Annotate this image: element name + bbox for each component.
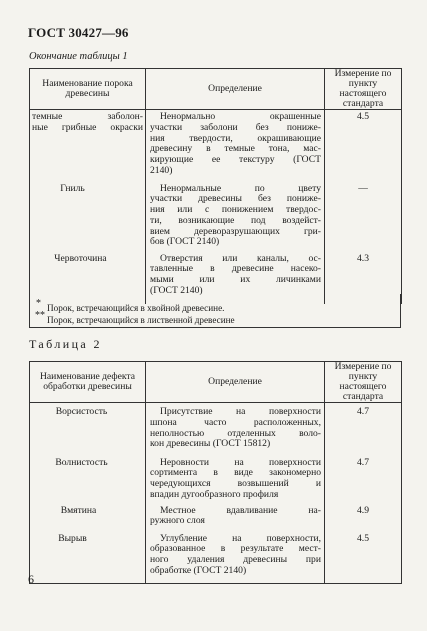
defect-definition: Присутствие на поверхности шпона часто расположенных, неполностью отделенных воло- кон древесины (ГОСТ 15812)	[146, 403, 325, 456]
defect-name: темные заболон- ные грибные окраски	[30, 110, 146, 184]
clause-number: —	[325, 184, 402, 254]
table-row	[30, 184, 402, 254]
page-number: 6	[28, 572, 34, 586]
table2-col1-header: Наименование дефекта обработки древесины	[30, 362, 146, 403]
table2	[29, 361, 402, 584]
document-header: ГОСТ 30427—96	[28, 25, 129, 40]
table1	[29, 68, 402, 304]
defect-definition: Углубление на поверхности, образованное в результате мест- ного удаления древесины при обработке (ГОСТ 2140)	[146, 532, 325, 584]
table2-col2-header: Определение	[146, 362, 325, 403]
clause-number: 4.9	[325, 504, 402, 532]
clause-number: 4.5	[325, 532, 402, 584]
defect-definition: Неровности на поверхности сортимента в виде закономерно чередующихся возвышений и впадин дугообразного профиля	[146, 456, 325, 504]
clause-number: 4.7	[325, 403, 402, 456]
table1-col2-header: Определение	[146, 69, 325, 110]
table2-caption: Таблица 2	[29, 337, 102, 351]
table1-col1-header: Наименование порока древесины	[30, 69, 146, 110]
defect-definition: Ненормально окрашенные участки заболони без пониже- ния твердости, окрашивающие древесину в темные тона, мас- кирующие ее текстуру (ГОСТ 2140)	[146, 110, 325, 184]
defect-name: Вырыв	[30, 532, 146, 584]
table2-col3-header: Измерение по пункту настоящего стандарта	[325, 362, 402, 403]
footnote-text: Порок, встречающийся в хвойной древесине.	[47, 303, 225, 313]
table1-caption: Окончание таблицы 1	[29, 51, 128, 62]
defect-definition: Ненормальные по цвету участки древесины без пониже- ния или с понижением твердос- ти, возникающие под воздейст- вием дереворазрушающих гри- бов (ГОСТ 2140)	[146, 184, 325, 254]
footnote-mark: **	[35, 310, 45, 321]
table-row	[30, 532, 402, 584]
footnote-mark: *	[36, 298, 41, 309]
defect-definition: Отверстия или каналы, ос- тавленные в древесине насеко- мыми или их личинками (ГОСТ 2140)	[146, 254, 325, 304]
defect-name: Волнистость	[30, 456, 146, 504]
clause-number: 4.5	[325, 110, 402, 184]
clause-number: 4.3	[325, 254, 402, 304]
table-row	[30, 403, 402, 456]
defect-name: Червоточина	[30, 254, 146, 304]
defect-definition: Местное вдавливание на- ружного слоя	[146, 504, 325, 532]
defect-name: Гниль	[30, 184, 146, 254]
defect-name: Ворсистость	[30, 403, 146, 456]
table-row	[30, 110, 402, 184]
table1-notes	[29, 294, 401, 328]
table-row	[30, 456, 402, 504]
table-row	[30, 504, 402, 532]
defect-name: Вмятина	[30, 504, 146, 532]
footnote-text: Порок, встречающийся в лиственной древесине	[47, 315, 235, 325]
table1-col3-header: Измерение по пункту настоящего стандарта	[325, 69, 402, 110]
clause-number: 4.7	[325, 456, 402, 504]
